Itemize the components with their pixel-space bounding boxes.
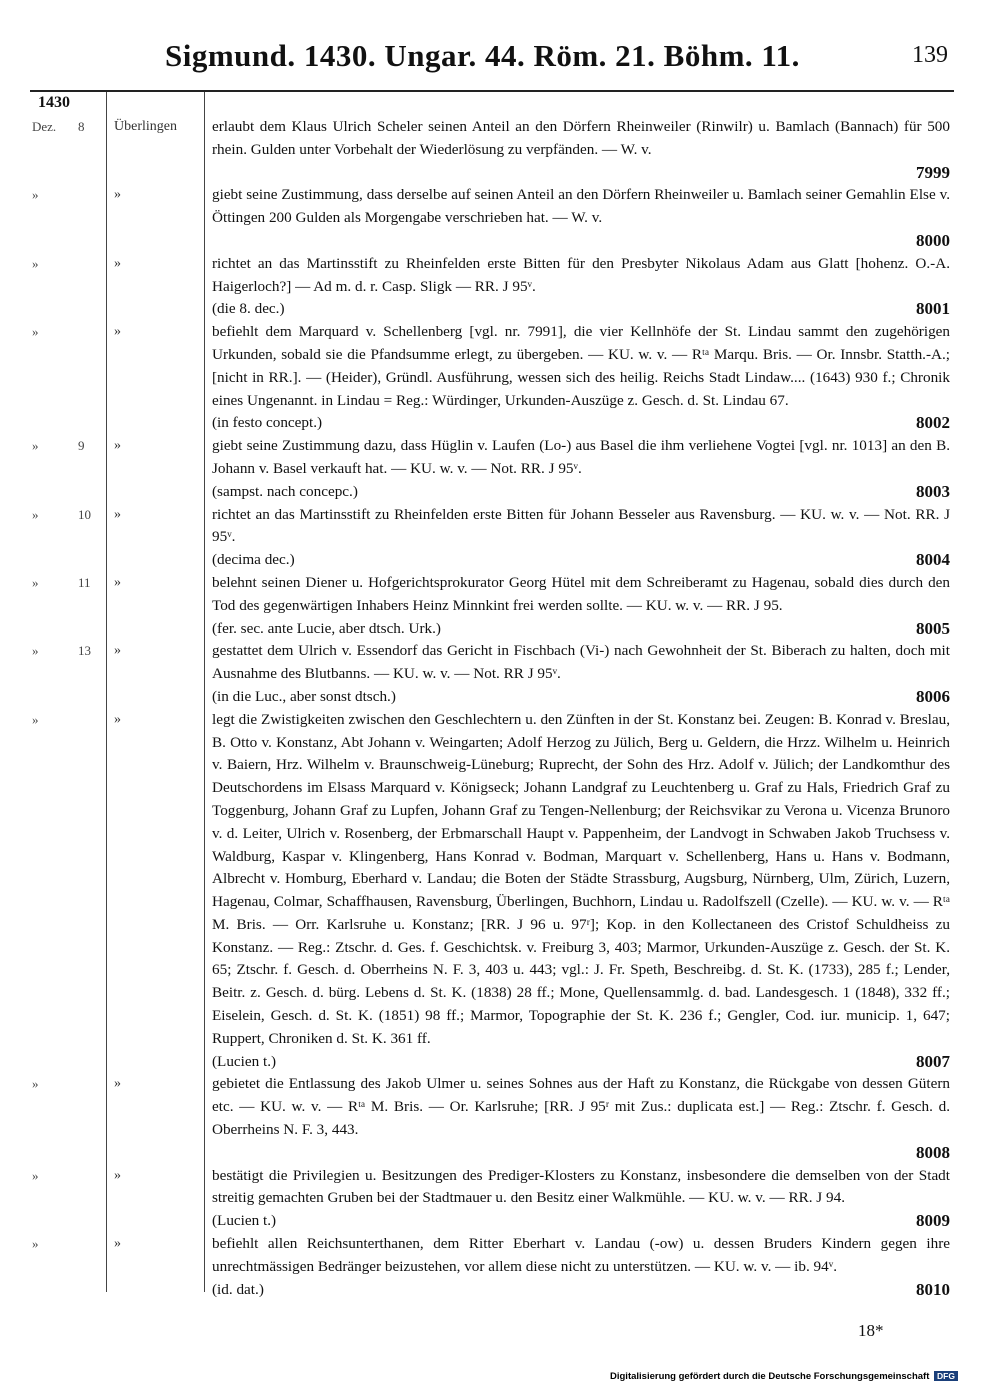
entry-meta	[212, 618, 950, 641]
entry-meta	[212, 481, 950, 504]
entry-number: 8006	[916, 686, 950, 706]
register-entry	[0, 1165, 1000, 1233]
register-entry	[0, 640, 1000, 708]
entry-month: »	[32, 1236, 39, 1252]
entry-meta	[212, 1210, 950, 1233]
entry-number: 7999	[916, 162, 950, 182]
entry-month: »	[32, 506, 39, 522]
signature-mark: 18*	[858, 1321, 884, 1340]
entry-month: Dez.	[32, 119, 57, 134]
entry-body	[212, 435, 950, 503]
entry-text: giebt seine Zustimmung, dass derselbe auf seinen Anteil an den Dörfern Rheinweiler u. Bamlach seiner Gemahlin Else v. Öttingen 200 Gulden als Morgengabe verschrieben hat. — W. v.	[212, 186, 950, 227]
entry-month: »	[32, 1167, 39, 1183]
entry-month: »	[32, 711, 39, 727]
entry-text: legt die Zwistigkeiten zwischen den Geschlechtern u. den Zünften in der St. Konstanz bei. Zeugen: B. Konrad v. Breslau, B. Otto v. Konstanz, Abt Johann v. Weingarten; Adolf Herzog zu Jülich, Berg u. Geldern, die Hrzz. Wilhelm u. Heinrich v. Baiern, Hrz. Wilhelm v. Braunschweig-Lüneburg; Ruprecht, der Sohn des Hrz. Adolf v. Jülich; der Landkomthur des Deutschordens im Elsass Marquard v. Königseck; Johann Landgraf zu Leuchtenberg u. Graf zu Hals, Friedrich Graf zu Toggenburg, Johann Graf zu Lupfen, Johann Graf zu Tengen-Nellenburg; der Reichsvikar zu Verona u. Vicenza Brunoro v. d. Leiter, Ulrich v. Rosenberg, der Erbmarschall Haupt v. Pappenheim, der Landvogt in Schwaben Jakob Truchsess v. Waldburg, Kaspar v. Klingenberg, Hans Konrad v. Bodman, Marquart v. Schellenberg, Hans u. Hans v. Bodmann, Albrecht v. Homburg, Eberhard v. Landau; die Boten der Städte Strassburg, Augsburg, Nürnberg, Ulm, Zürich, Luzern, Hagenau, Colmar, Schaffhausen, Ravensburg, Überlingen, Buchhorn, Lindau u. Radolfszell (Czelle). — KU. w. v. — Rᵗᵃ M. Bris. — Orr. Karlsruhe u. Konstanz; [RR. J 96 u. 97ʳ]; Kop. in den Kollectaneen des Cristof Schuldheiss zu Konstanz. — Reg.: Ztschr. d. Ges. f. Geschichtsk. v. Freiburg 3, 403; Marmor, Urkunden-Auszüge z. Gesch. der St. K. 65; Ztschr. f. Gesch. d. Oberrheins N. F. 3, 403 u. 443; vgl.: J. Fr. Speth, Beschreibg. d. St. K. (1733), 285 f.; Lender, Beitr. z. Gesch. d. bürg. Lebens d. St. K. (1838) 28 ff.; Mone, Quellensammlg. d. bad. Landesgesch. 1 (1848), 332 ff.; Eiselein, Gesch. d. St. K. (1851) 98 ff.; Marmor, Topographie der St. K. 236 f.; Gengler, Cod. iur. municip. 1, 647; Ruppert, Chroniken d. St. K. 361 ff.	[212, 710, 950, 1047]
entry-place: »	[114, 1167, 121, 1183]
entry-body	[212, 184, 950, 252]
register-entry	[0, 1073, 1000, 1164]
register-entry	[0, 116, 1000, 184]
entry-month: »	[32, 255, 39, 271]
entry-number: 8005	[916, 618, 950, 638]
entry-place: »	[114, 324, 121, 340]
entry-meta	[212, 1142, 950, 1165]
entry-meta	[212, 412, 950, 435]
dfg-logo: DFG	[934, 1371, 958, 1381]
entry-date-note: (sampst. nach concepc.)	[212, 482, 358, 500]
entry-number: 8002	[916, 413, 950, 433]
page-header	[0, 38, 1000, 78]
entry-body	[212, 116, 950, 184]
entry-text: bestätigt die Privilegien u. Besitzungen des Prediger-Klosters zu Konstanz, insbesondere die demselben von der Stadt streitig gemachten Gruben bei der Stadtmauer u. den Besitz einer Walkmühle. — KU. w. v. — RR. J 94.	[212, 1166, 950, 1207]
entry-meta	[212, 549, 950, 572]
entry-number: 8008	[916, 1142, 950, 1162]
credit-text: Digitalisierung gefördert durch die Deutsche Forschungsgemeinschaft	[610, 1371, 930, 1382]
entry-number: 8010	[916, 1279, 950, 1299]
entry-month: »	[32, 643, 39, 659]
entry-date-note: (in festo concept.)	[212, 414, 323, 432]
entry-place: »	[114, 255, 121, 271]
year-label: 1430	[38, 94, 70, 111]
entry-text: richtet an das Martinsstift zu Rheinfelden erste Bitten für Johann Besseler aus Ravensburg. — KU. w. v. — Not. RR. J 95ᵛ.	[212, 505, 950, 546]
register-entry	[0, 184, 1000, 252]
entry-date-note: (id. dat.)	[212, 1280, 264, 1298]
page-number: 139	[912, 42, 948, 68]
register-entry	[0, 253, 1000, 321]
entry-body	[212, 321, 950, 435]
entry-day: 8	[78, 119, 85, 134]
register-entry	[0, 709, 1000, 1074]
entry-text: belehnt seinen Diener u. Hofgerichtsprokurator Georg Hütel mit dem Schreiberamt zu Hagenau, sobald dies durch den Tod des gegenwärtigen Inhabers Heinz Minnkint frei werden sollte. — KU. w. v. — RR. J 95.	[212, 573, 950, 614]
entry-meta	[212, 686, 950, 709]
entry-place: Überlingen	[114, 119, 177, 134]
entry-month: »	[32, 1076, 39, 1092]
register-entry	[0, 321, 1000, 435]
entry-number: 8004	[916, 550, 950, 570]
entry-place: »	[114, 1076, 121, 1092]
register-entry	[0, 1233, 1000, 1301]
entry-text: gestattet dem Ulrich v. Essendorf das Gericht in Fischbach (Vi-) nach Gewohnheit der St. Biberach zu halten, doch mit Ausnahme des Blutbanns. — KU. w. v. — Not. RR J 95ᵛ.	[212, 642, 950, 683]
entry-month: »	[32, 574, 39, 590]
entry-place: »	[114, 187, 121, 203]
entry-day: 9	[78, 438, 85, 454]
entry-number: 8001	[916, 299, 950, 319]
entry-date-note: (in die Luc., aber sonst dtsch.)	[212, 687, 396, 705]
entry-place: »	[114, 438, 121, 454]
entry-meta	[212, 1279, 950, 1302]
entry-text: befiehlt dem Marquard v. Schellenberg [vgl. nr. 7991], die vier Kellnhöfe der St. Lindau sammt den zugehörigen Urkunden, sobald sie die Pfandsumme erlegt, zu übergeben. — KU. w. v. — Rᵗᵃ Marqu. Bris. — Or. Innsbr. Statth.-A.; [nicht in RR.]. — (Heider), Gründl. Ausführung, wessen sich des heilig. Reichs Stadt Lindaw.... (1643) 930 f.; Chronik eines Ungenannt. in Lindau = Reg.: Würdinger, Urkunden-Auszüge z. Gesch. d. St. Lindau 67.	[212, 323, 950, 409]
entry-body	[212, 253, 950, 321]
entry-body	[212, 1233, 950, 1301]
entry-text: richtet an das Martinsstift zu Rheinfelden erste Bitten für den Presbyter Nikolaus Adam aus Glatt [hohenz. O.-A. Haigerloch?] — Ad m. d. r. Casp. Sligk — RR. J 95ᵛ.	[212, 254, 950, 295]
entry-text: befiehlt allen Reichsunterthanen, dem Ritter Eberhart v. Landau (-ow) u. dessen Bruders Kindern gegen ihre unrechtmässigen Bedränger beizustehen, vor allem diese nicht zu unterstützen. — KU. w. v. — ib. 94ᵛ.	[212, 1235, 950, 1275]
entry-body	[212, 640, 950, 708]
entry-place: »	[114, 574, 121, 590]
register-entry	[0, 435, 1000, 503]
entry-meta	[212, 162, 950, 185]
register-entry	[0, 572, 1000, 640]
entries-list	[0, 116, 1000, 1301]
entry-body	[212, 504, 950, 572]
digitization-credit	[610, 1371, 958, 1382]
entry-place: »	[114, 643, 121, 659]
entry-place: »	[114, 711, 121, 727]
entry-number: 8009	[916, 1211, 950, 1231]
entry-meta	[212, 1051, 950, 1074]
entry-day: 11	[78, 574, 91, 590]
entry-date-note: (fer. sec. ante Lucie, aber dtsch. Urk.)	[212, 619, 441, 637]
entry-number: 8003	[916, 481, 950, 501]
entry-number: 8000	[916, 230, 950, 250]
entry-body	[212, 572, 950, 640]
register-entry	[0, 504, 1000, 572]
entry-date-note: (Lucien t.)	[212, 1212, 277, 1230]
entry-date-note: (decima dec.)	[212, 551, 295, 569]
entry-date-note: (Lucien t.)	[212, 1052, 277, 1070]
entry-text: erlaubt dem Klaus Ulrich Scheler seinen Anteil an den Dörfern Rheinweiler (Rinwilr) u. Bamlach (Bannach) für 500 rhein. Gulden unter Vorbehalt der Wiederlösung zu verpfänden. — W. v.	[212, 118, 950, 158]
entry-place: »	[114, 506, 121, 522]
entry-body	[212, 1165, 950, 1233]
entry-month: »	[32, 324, 39, 340]
entry-meta	[212, 230, 950, 253]
entry-text: gebietet die Entlassung des Jakob Ulmer u. seines Sohnes aus der Haft zu Konstanz, die Rückgabe von dessen Gütern etc. — KU. w. v. — Rᵗᵃ M. Bris. — Or. Karlsruhe; [RR. J 95ʳ mit Zus.: duplicata est.] — Reg.: Ztschr. f. Gesch. d. Oberrheins N. F. 3, 443.	[212, 1075, 950, 1139]
entry-body	[212, 1073, 950, 1164]
header-rule	[30, 90, 954, 92]
running-title: Sigmund. 1430. Ungar. 44. Röm. 21. Böhm. 11.	[165, 38, 800, 73]
entry-day: 13	[78, 643, 91, 659]
entry-place: »	[114, 1236, 121, 1252]
entry-meta	[212, 298, 950, 321]
entry-month: »	[32, 187, 39, 203]
entry-number: 8007	[916, 1051, 950, 1071]
entry-text: giebt seine Zustimmung dazu, dass Hüglin v. Laufen (Lo-) aus Basel die ihm verliehene Vogtei [vgl. nr. 1013] an den B. Johann v. Basel verkauft hat. — KU. w. v. — Not. RR. J 95ᵛ.	[212, 437, 950, 477]
entry-body	[212, 709, 950, 1074]
entry-date-note: (die 8. dec.)	[212, 300, 285, 318]
entry-month: »	[32, 438, 39, 454]
entry-day: 10	[78, 506, 91, 522]
